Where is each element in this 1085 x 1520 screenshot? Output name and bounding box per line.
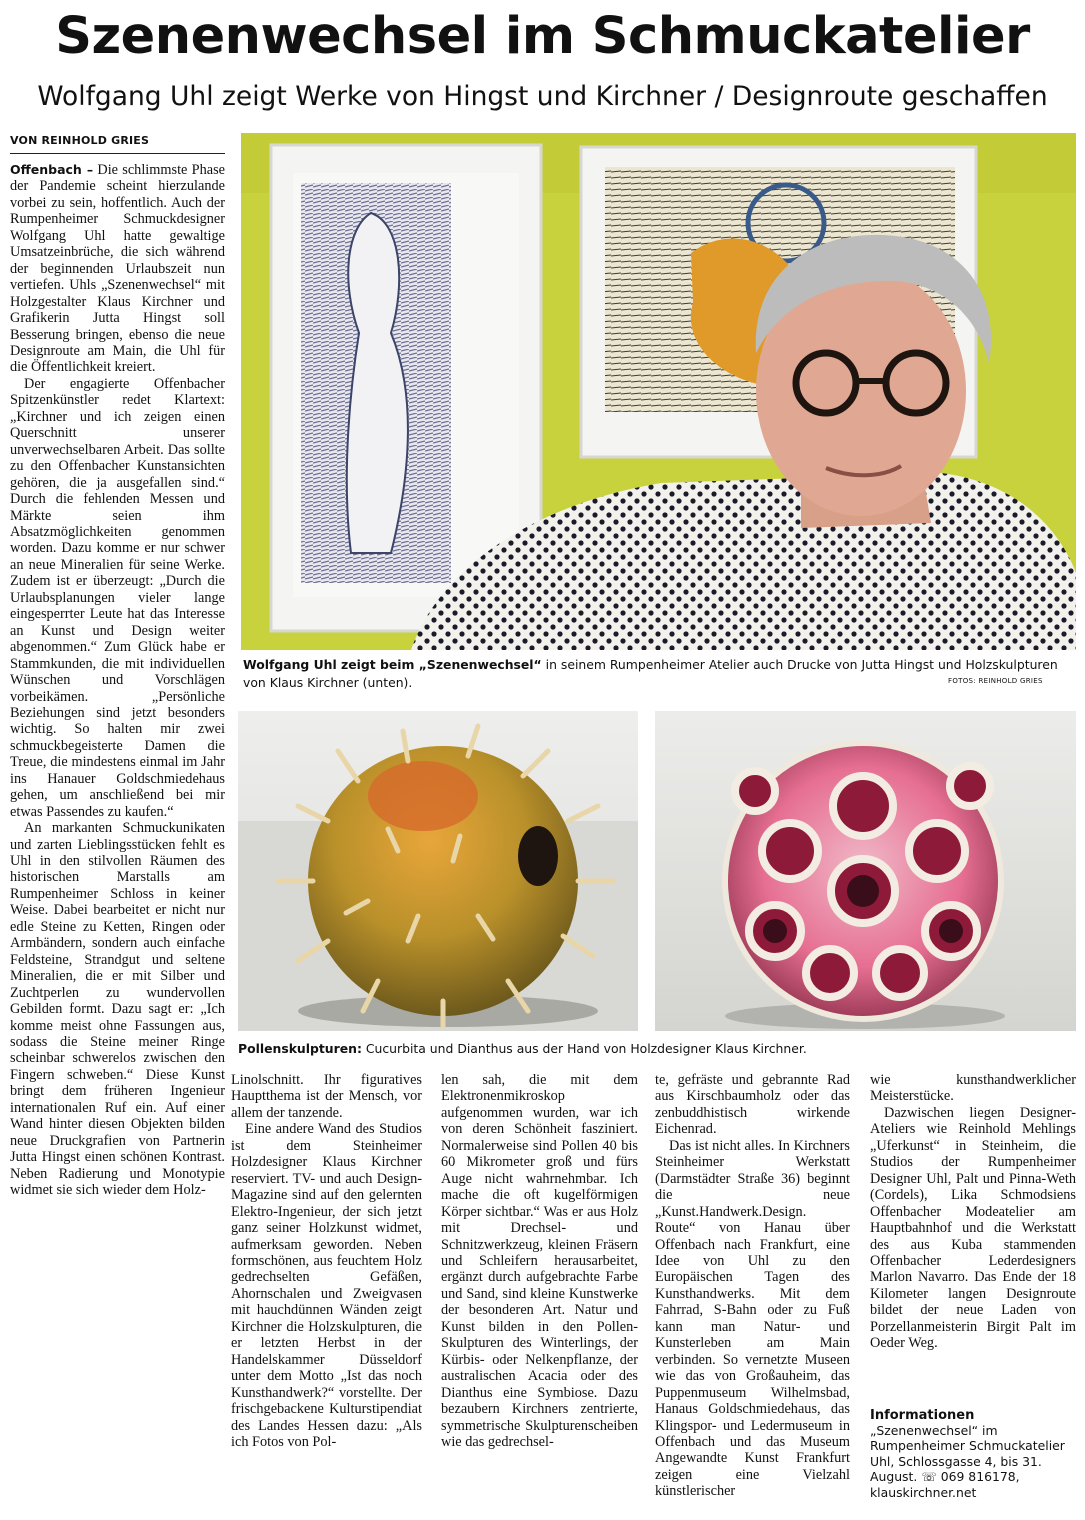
phone-icon: ☏ — [921, 1469, 937, 1485]
column1-paragraph-3: An markanten Schmuckunikaten und zarten Lieblingsstücken fehlt es Uhl in den stilvollen Räumen des historischen Marstalls am Rumpenheimer Schloss in keiner Weise. Dabei bearbeitet er nicht nur edle Steine zu Ketten, Ringen oder Armbändern, sondern auch einfache Feldsteine, Strandgut und seltene Mineralien, die er mit Silber und Zuchtperlen zu wundervollen Gebilden formt. Dazu sagt er: „Ich komme meist ohne Fassungen aus, sodass die Steine meiner Ringe scheinbar schwerelos zwischen den Fingern schweben.“ Diese Kunst bringt dem früheren Ingenieur internationalen Ruf ein. Auf einer Wand hinter diesen Objekten bilden neue Druckgrafien von Partnerin Jutta Hingst einen schönen Kontrast. Neben Radierung und Monotypie widmet sie sich wieder dem Holz- — [10, 820, 225, 1199]
info-website[interactable]: klauskirchner.net — [870, 1484, 977, 1500]
column1-paragraph-2: Der engagierte Offenbacher Spitzenkünstler redet Klartext: „Kirchner und ich zeigen einen Querschnitt unserer unverwechselbaren Arbeit. Das sollte zu den Offenbacher Kunstansichten gehören, die ja ausgefallen sind.“ Durch die fehlenden Messen und Märkte seien ihm Absatzmöglichkeiten genommen worden. Dazu komme er nur schwer an neue Mineralien für seine Werke. Zudem ist er überzeugt: „Durch die Urlaubsplanungen vieler lange eingesperrter Leute hat das Interesse an Kunst und Design weiter abgenommen.“ Zum Glück habe er Stammkunden, die mit individuellen Wünschen und Vorschlägen vorbeikämen. „Persönliche Beziehungen sind jetzt besonders wichtig. So halten mir zwei schmuckbegeisterte Damen die Treue, die mindestens einmal im Jahr ins Hanauer Goldschmiedehaus gehen, um anschließend bei mir etwas Passendes zu kaufen.“ — [10, 375, 225, 820]
column3-paragraph-1: len sah, die mit dem Elektronenmikroskop aufgenommen wurden, war ich von deren Schönheit fasziniert. Normalerweise sind Pollen 40 bis 60 Mikrometer groß und fürs Auge nicht wahrnehmbar. Ich mache die oft kugelförmigen Körper sichtbar.“ Was er aus Holz mit Drechsel- und Schnitzwerkzeug, kleinen Fräsern und Schleifern herausarbeitet, ergänzt durch aufgebrachte Farbe und Sand, sind kleine Kunstwerke der besonderen Art. Natur und Kunst bilden in den Pollen-Skulpturen des Winterlings, der Kürbis- oder Nelkenpflanze, der australischen Acacia oder des Dianthus eine Symbiose. Dazu bezaubern Kirchners zentrierte, symmetrische Skulpturenscheiben wie das gedrechsel- — [441, 1072, 638, 1450]
sculpture-photo-cucurbita — [238, 711, 638, 1031]
article-column-1 — [10, 162, 225, 1199]
info-box — [870, 1408, 1076, 1500]
subheadline: Wolfgang Uhl zeigt Werke von Hingst und Kirchner / Designroute geschaffen — [37, 81, 1048, 112]
main-photo-caption — [243, 656, 1073, 692]
main-photo — [241, 133, 1076, 650]
column4-paragraph-1: te, gefräste und gebrannte Rad aus Kirschbaumholz oder das zenbuddhistisch wirkende Eichenrad. — [655, 1072, 850, 1138]
column4-paragraph-2: Das ist nicht alles. In Kirchners Steinheimer Werkstatt (Darmstädter Straße 36) beginnt die neue „Kunst.Handwerk.Design. Route“ von Hanau über Offenbach nach Frankfurt, eine Idee von Uhl zu den Europäischen Tagen des Kunsthandwerks. Mit dem Fahrrad, S-Bahn oder zu Fuß kann man Natur- und Kunsterleben am Main verbinden. So vernetzte Museen wie das von Großauheim, das Puppenmuseum Wilhelmsbad, Hanaus Goldschmiedehaus, das Klingspor- und Ledermuseum in Offenbach und das Museum Angewandte Kunst Frankfurt zeigen eine Vielzahl künstlerischer — [655, 1137, 850, 1500]
main-photo-caption-bold: Wolfgang Uhl zeigt beim „Szenenwechsel“ — [243, 657, 542, 672]
headline: Szenenwechsel im Schmuckatelier — [55, 7, 1030, 66]
sculpture-photo-caption — [238, 1040, 1076, 1058]
byline-rule — [10, 153, 225, 154]
sculpture-caption-text: Cucurbita und Dianthus aus der Hand von Holzdesigner Klaus Kirchner. — [361, 1041, 807, 1056]
info-heading: Informationen — [870, 1408, 975, 1423]
photo-credit: FOTOS: REINHOLD GRIES — [948, 677, 1043, 685]
main-photo-caption-text: in seinem Rumpenheimer Atelier auch Drucke von Jutta Hingst und Holzskulpturen von Klaus Kirchner (unten). — [243, 657, 1058, 690]
dateline: Offenbach – — [10, 162, 94, 177]
info-phone: 069 816178, — [940, 1469, 1020, 1485]
article-column-4 — [655, 1072, 850, 1500]
article-column-3 — [441, 1072, 638, 1450]
sculpture-photo-dianthus — [655, 711, 1076, 1031]
article-column-5 — [870, 1072, 1076, 1352]
column5-paragraph-2: Dazwischen liegen Designer-Ateliers wie Reinhold Mehlings „Uferkunst“ in Steinheim, die Studios der Rumpenheimer Designer Uhl, Palt und Pinna-Weth (Cordels), Lika Schmodsiens Offenbacher Modeatelier am Hauptbahnhof und die Werkstatt des aus Kuba stammenden Offenbacher Lederdesigners Marlon Navarro. Das Ende der 18 Kilometer langen Designroute bildet der neue Laden von Porzellanmeisterin Birgit Palt im Oeder Weg. — [870, 1104, 1076, 1352]
byline: VON REINHOLD GRIES — [10, 134, 150, 147]
column2-paragraph-1: Linolschnitt. Ihr figuratives Hauptthema ist der Mensch, vor allem der tanzende. — [231, 1072, 422, 1121]
info-text — [870, 1423, 1076, 1500]
column1-paragraph-1: Die schlimmste Phase der Pandemie scheint hierzulande vorbei zu sein, hoffentlich. Auch der Rumpenheimer Schmuckdesigner Wolfgang Uhl hatte gewaltige Umsatzeinbrüche, die sich während der beginnenden Urlaubszeit nun vertiefen. Uhls „Szenenwechsel“ mit Holzgestalter Klaus Kirchner und Grafikerin Jutta Hingst soll Besserung bringen, ebenso die neue Designroute am Main, die Uhl für die Öffentlichkeit kreiert. — [10, 162, 226, 376]
column2-paragraph-2: Eine andere Wand des Studios ist dem Steinheimer Holzdesigner Klaus Kirchner reserviert. TV- und auch Design-Magazine sind auf den gelernten Elektro-Ingenieur, der sich jetzt ganz seiner Holzkunst widmet, aufmerksam geworden. Neben formschönen, aus feuchtem Holz gedrechselten Gefäßen, Ahornschalen und Zweigvasen mit hauchdünnen Wänden zeigt Kirchner die Holzskulpturen, die er letzten Herbst in der Handelskammer Düsseldorf unter dem Motto „Ist das noch Kunsthandwerk?“ vorstellte. Der frischgebackene Kulturstipendiat des Landes Hessen dazu: „Als ich Fotos von Pol- — [231, 1121, 422, 1450]
sculpture-caption-bold: Pollenskulpturen: — [238, 1041, 362, 1056]
article-column-2 — [231, 1072, 422, 1450]
info-line: „Szenenwechsel“ im Rumpenheimer Schmuckatelier Uhl, Schlossgasse 4, bis 31. August. — [870, 1423, 1065, 1485]
column5-paragraph-1: wie kunsthandwerklicher Meisterstücke. — [870, 1072, 1076, 1105]
